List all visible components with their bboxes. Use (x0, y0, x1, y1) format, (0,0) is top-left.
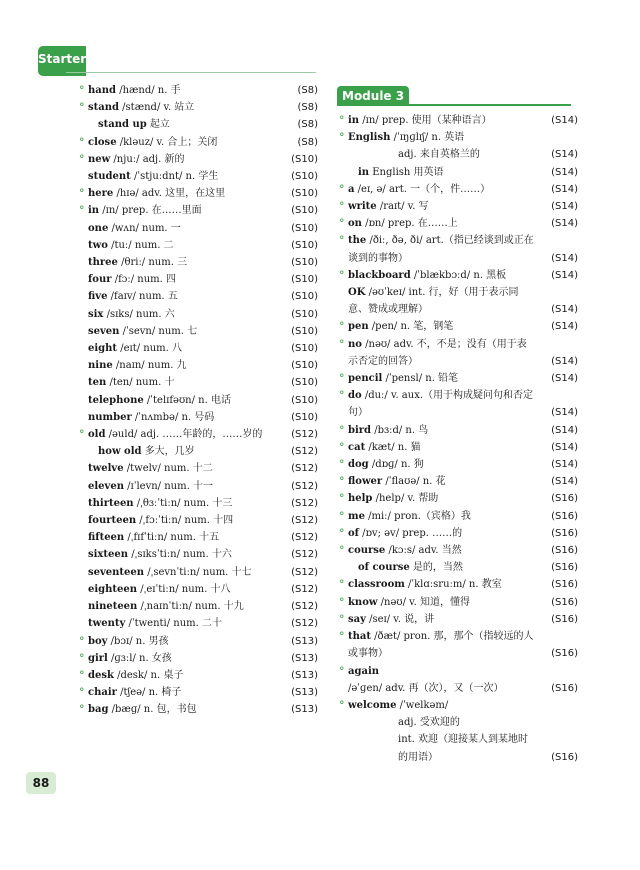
vocab-entry (78, 615, 318, 632)
vocab-entry (338, 456, 578, 473)
vocab-entry (338, 370, 578, 387)
bullet-icon: ° (339, 544, 345, 558)
vocab-entry (338, 663, 578, 697)
vocab-text: on /ɒn/ prep. 在……上 (348, 218, 458, 230)
vocab-entry (78, 151, 318, 168)
vocab-entry (78, 564, 318, 581)
bullet-icon: ° (339, 440, 345, 454)
vocab-text: classroom /ˈklɑːsruːm/ n. 教室 (348, 579, 502, 591)
vocab-entry (78, 426, 318, 443)
vocab-entry (338, 422, 578, 439)
bullet-icon: ° (339, 234, 345, 248)
vocab-entry (338, 714, 578, 731)
bullet-icon: ° (79, 84, 85, 97)
section-ref: (S10) (291, 188, 318, 200)
vocab-text: six /sɪks/ num. 六 (88, 308, 175, 320)
vocab-entry (338, 284, 578, 318)
bullet-icon: ° (339, 217, 345, 231)
bullet-icon: ° (339, 595, 345, 609)
vocab-entry (338, 232, 578, 266)
section-ref: (S10) (291, 274, 318, 286)
vocab-text: twenty /ˈtwenti/ num. 二十 (88, 618, 223, 630)
vocab-entry (78, 323, 318, 340)
section-tab-label: Starter (38, 52, 87, 66)
vocab-text: nineteen /ˌnaɪnˈtiːn/ num. 十九 (88, 601, 244, 613)
section-ref: (S10) (291, 171, 318, 183)
vocab-entry (78, 392, 318, 409)
vocab-text: close /kləuz/ v. 合上；关闭 (88, 136, 218, 148)
vocab-text: bird /bɜːd/ n. 鸟 (348, 424, 429, 436)
vocab-entry (338, 129, 578, 146)
vocab-entry (78, 134, 318, 151)
vocab-entry (78, 202, 318, 219)
section-ref: (S10) (291, 308, 318, 320)
vocab-entry (78, 116, 318, 133)
vocab-entry (78, 633, 318, 650)
section-ref: (S14) (551, 407, 578, 419)
vocab-text: know /nəʊ/ v. 知道，懂得 (348, 596, 470, 608)
vocab-text: bag /bæɡ/ n. 包，书包 (88, 704, 197, 716)
left-vocab-column (78, 82, 318, 719)
section-ref: (S10) (291, 411, 318, 423)
section-ref: (S10) (291, 394, 318, 406)
vocab-entry (338, 611, 578, 628)
vocab-entry (338, 318, 578, 335)
section-ref: (S12) (291, 480, 318, 492)
vocab-entry (78, 443, 318, 460)
section-ref: (S13) (291, 652, 318, 664)
section-ref: (S16) (551, 579, 578, 591)
vocab-text: that /ðæt/ pron. 那，那个（指较远的人或事物） (348, 631, 534, 660)
vocab-text: here /hɪə/ adv. 这里，在这里 (88, 188, 226, 200)
section-ref: (S12) (291, 618, 318, 630)
vocab-text: pen /pen/ n. 笔，钢笔 (348, 321, 454, 333)
bullet-icon: ° (339, 423, 345, 437)
vocab-entry (338, 473, 578, 490)
section-ref: (S12) (291, 601, 318, 613)
vocab-entry (338, 697, 578, 714)
vocab-text: chair /tʃeə/ n. 椅子 (88, 687, 182, 699)
bullet-icon: ° (79, 135, 85, 149)
section-ref: (S10) (291, 325, 318, 337)
vocab-text: stand up 起立 (98, 119, 170, 131)
section-ref: (S14) (551, 355, 578, 367)
bullet-icon: ° (339, 578, 345, 592)
vocab-text: of course 是的，当然 (358, 562, 463, 574)
section-ref: (S10) (291, 222, 318, 234)
section-ref: (S8) (297, 85, 318, 96)
vocab-text: twelve /twelv/ num. 十二 (88, 463, 213, 475)
section-ref: (S12) (291, 515, 318, 527)
vocab-entry (338, 576, 578, 593)
bullet-icon: ° (339, 131, 345, 145)
bullet-icon: ° (339, 458, 345, 472)
section-ref: (S10) (291, 257, 318, 269)
section-ref: (S8) (297, 102, 318, 114)
vocab-entry (338, 508, 578, 525)
vocab-text: boy /bɔɪ/ n. 男孩 (88, 635, 169, 647)
section-ref: (S16) (551, 527, 578, 539)
vocab-entry (78, 288, 318, 305)
bullet-icon: ° (339, 320, 345, 334)
vocab-entry (78, 306, 318, 323)
section-ref: (S16) (551, 545, 578, 557)
section-ref: (S16) (551, 493, 578, 505)
section-ref: (S12) (291, 497, 318, 509)
section-ref: (S13) (291, 635, 318, 647)
bullet-icon: ° (79, 651, 85, 665)
vocab-text: five /faɪv/ num. 五 (88, 291, 178, 303)
section-ref: (S14) (551, 424, 578, 436)
vocab-entry (78, 99, 318, 116)
section-ref: (S10) (291, 343, 318, 355)
section-ref: (S12) (291, 583, 318, 595)
vocab-entry (78, 598, 318, 615)
vocab-entry (78, 168, 318, 185)
vocab-text: four /fɔː/ num. 四 (88, 274, 177, 286)
vocab-text: do /duː/ v. aux.（用于构成疑问句和否定句） (348, 390, 534, 419)
vocab-text: blackboard /ˈblækbɔːd/ n. 黑板 (348, 269, 507, 281)
vocab-entry (78, 374, 318, 391)
section-ref: (S14) (551, 476, 578, 488)
vocab-text: seven /ˈsevn/ num. 七 (88, 325, 198, 337)
vocab-entry (78, 581, 318, 598)
vocab-text: adj. 受欢迎的 (398, 717, 460, 729)
vocab-text: ten /ten/ num. 十 (88, 377, 175, 389)
section-ref: (S14) (551, 459, 578, 471)
section-ref: (S10) (291, 205, 318, 217)
vocab-text: three /θriː/ num. 三 (88, 257, 188, 269)
vocab-entry (78, 460, 318, 477)
section-ref: (S14) (551, 304, 578, 316)
bullet-icon: ° (339, 526, 345, 540)
vocab-entry (338, 198, 578, 215)
bullet-icon: ° (339, 372, 345, 386)
vocab-text: write /raɪt/ v. 写 (348, 201, 429, 213)
section-ref: (S12) (291, 532, 318, 544)
bullet-icon: ° (339, 200, 345, 214)
section-ref: (S14) (551, 201, 578, 213)
section-ref: (S14) (551, 115, 578, 126)
bullet-icon: ° (79, 686, 85, 700)
vocab-entry (78, 478, 318, 495)
vocab-text: English /ˈɪŋɡlɪʃ/ n. 英语 (348, 132, 465, 144)
vocab-entry (338, 731, 578, 765)
section-ref: (S12) (291, 549, 318, 561)
vocab-entry (78, 82, 318, 99)
bullet-icon: ° (339, 475, 345, 489)
vocab-entry (338, 215, 578, 232)
vocab-entry (338, 146, 578, 163)
section-ref: (S16) (551, 682, 578, 694)
vocab-text: int. 欢迎（迎接某人到某地时的用语） (398, 734, 529, 763)
right-vocab-column (338, 112, 578, 766)
vocab-text: stand /stænd/ v. 站立 (88, 102, 195, 114)
bullet-icon: ° (339, 182, 345, 196)
vocab-entry (78, 546, 318, 563)
section-ref: (S8) (297, 136, 318, 148)
bullet-icon: ° (339, 492, 345, 506)
vocab-text: again /əˈɡen/ adv. 再（次），又（一次） (348, 665, 504, 694)
vocab-entry (78, 701, 318, 718)
section-ref: (S14) (551, 183, 578, 195)
vocab-text: hand /hænd/ n. 手 (88, 85, 181, 96)
bullet-icon: ° (79, 204, 85, 218)
section-ref: (S16) (551, 596, 578, 608)
vocab-text: flower /ˈflaʊə/ n. 花 (348, 476, 446, 488)
section-ref: (S16) (551, 751, 578, 763)
section-ref: (S14) (551, 321, 578, 333)
vocab-entry (78, 529, 318, 546)
vocab-entry (338, 112, 578, 129)
section-ref: (S14) (551, 166, 578, 178)
vocab-entry (338, 594, 578, 611)
bullet-icon: ° (339, 268, 345, 282)
vocab-entry (338, 181, 578, 198)
vocab-text: in /ɪn/ prep. 使用（某种语言） (348, 115, 492, 126)
bullet-icon: ° (79, 703, 85, 717)
vocab-entry (78, 512, 318, 529)
section-ref: (S10) (291, 377, 318, 389)
vocab-text: the /ðiː, ðə, ði/ art.（指已经谈到或正在谈到的事物） (348, 235, 534, 264)
vocab-entry (78, 220, 318, 237)
vocab-text: of /ɒv; əv/ prep. ……的 (348, 527, 463, 539)
vocab-text: course /kɔːs/ adv. 当然 (348, 545, 462, 557)
section-ref: (S12) (291, 566, 318, 578)
vocab-text: fifteen /ˌfɪfˈtiːn/ num. 十五 (88, 532, 220, 544)
vocab-text: new /njuː/ adj. 新的 (88, 153, 185, 165)
vocab-text: cat /kæt/ n. 猫 (348, 441, 421, 453)
vocab-entry (338, 267, 578, 284)
vocab-entry (78, 357, 318, 374)
bullet-icon: ° (79, 428, 85, 442)
vocab-text: eleven /ɪˈlevn/ num. 十一 (88, 480, 213, 492)
section-ref: (S16) (551, 648, 578, 660)
vocab-entry (338, 542, 578, 559)
vocab-text: a /eɪ, ə/ art. 一（个，件……） (348, 183, 491, 195)
vocab-text: two /tuː/ num. 二 (88, 239, 174, 251)
bullet-icon: ° (339, 389, 345, 403)
vocab-text: fourteen /ˌfɔːˈtiːn/ num. 十四 (88, 515, 234, 527)
vocab-text: OK /əʊˈkeɪ/ int. 行，好（用于表示同意、赞成或理解） (348, 287, 519, 316)
vocab-text: welcome /ˈwelkəm/ (348, 699, 449, 711)
vocab-text: no /nəʊ/ adv. 不，不是；没有（用于表示否定的回答） (348, 338, 527, 367)
section-ref: (S10) (291, 360, 318, 372)
vocab-text: thirteen /ˌθɜːˈtiːn/ num. 十三 (88, 497, 233, 509)
vocab-text: sixteen /ˌsɪksˈtiːn/ num. 十六 (88, 549, 232, 561)
vocab-entry (78, 237, 318, 254)
bullet-icon: ° (79, 101, 85, 115)
section-ref: (S10) (291, 239, 318, 251)
vocab-text: adj. 来自英格兰的 (398, 149, 480, 161)
section-ref: (S14) (551, 252, 578, 264)
bullet-icon: ° (339, 114, 345, 127)
vocab-text: say /seɪ/ v. 说，讲 (348, 613, 435, 625)
vocab-entry (338, 387, 578, 421)
section-ref: (S12) (291, 429, 318, 441)
bullet-icon: ° (339, 630, 345, 644)
section-ref: (S13) (291, 687, 318, 699)
page-number: 88 (26, 772, 56, 794)
section-ref: (S16) (551, 613, 578, 625)
section-ref: (S10) (291, 291, 318, 303)
vocab-entry (338, 439, 578, 456)
vocab-text: in /ɪn/ prep. 在……里面 (88, 205, 202, 217)
vocab-text: number /ˈnʌmbə/ n. 号码 (88, 411, 215, 423)
vocab-text: old /əuld/ adj. ……年龄的，……岁的 (88, 429, 263, 441)
vocab-text: telephone /ˈtelɪfəʊn/ n. 电话 (88, 394, 231, 406)
bullet-icon: ° (79, 187, 85, 201)
vocab-text: eighteen /ˌeɪˈtiːn/ num. 十八 (88, 583, 231, 595)
vocab-entry (338, 525, 578, 542)
section-ref: (S14) (551, 373, 578, 385)
vocab-text: student /ˈstjuːdnt/ n. 学生 (88, 171, 219, 183)
bullet-icon: ° (339, 664, 345, 678)
vocab-entry (78, 650, 318, 667)
section-ref: (S14) (551, 269, 578, 281)
vocab-entry (338, 628, 578, 662)
bullet-icon: ° (79, 152, 85, 166)
section-ref: (S14) (551, 149, 578, 161)
vocab-text: seventeen /ˌsevnˈtiːn/ num. 十七 (88, 566, 252, 578)
vocab-entry (338, 559, 578, 576)
bullet-icon: ° (339, 509, 345, 523)
vocab-entry (338, 490, 578, 507)
vocab-text: girl /ɡɜːl/ n. 女孩 (88, 652, 172, 664)
bullet-icon: ° (339, 698, 345, 712)
vocab-entry (78, 185, 318, 202)
section-ref: (S14) (551, 218, 578, 230)
vocab-text: eight /eɪt/ num. 八 (88, 343, 182, 355)
module-rule (337, 104, 571, 106)
section-ref: (S12) (291, 446, 318, 458)
vocab-text: in English 用英语 (358, 166, 444, 178)
vocab-text: desk /desk/ n. 桌子 (88, 669, 184, 681)
section-ref: (S8) (297, 119, 318, 131)
vocab-entry (338, 164, 578, 181)
module-heading: Module 3 (337, 86, 409, 106)
bullet-icon: ° (79, 668, 85, 682)
vocab-text: how old 多大，几岁 (98, 446, 195, 458)
section-ref: (S13) (291, 704, 318, 716)
section-ref: (S14) (551, 441, 578, 453)
vocab-entry (338, 336, 578, 370)
vocab-entry (78, 684, 318, 701)
section-ref: (S16) (551, 510, 578, 522)
vocab-entry (78, 409, 318, 426)
vocab-text: dog /dɒɡ/ n. 狗 (348, 459, 424, 471)
vocab-text: pencil /ˈpensl/ n. 铅笔 (348, 373, 459, 385)
vocab-entry (78, 495, 318, 512)
bullet-icon: ° (79, 634, 85, 648)
bullet-icon: ° (339, 612, 345, 626)
section-ref: (S12) (291, 463, 318, 475)
left-column-rule (66, 72, 316, 73)
vocab-entry (78, 254, 318, 271)
section-ref: (S13) (291, 669, 318, 681)
vocab-text: help /help/ v. 帮助 (348, 493, 439, 505)
vocab-text: nine /naɪn/ num. 九 (88, 360, 187, 372)
section-ref: (S10) (291, 153, 318, 165)
vocab-entry (78, 340, 318, 357)
bullet-icon: ° (339, 337, 345, 351)
section-ref: (S16) (551, 562, 578, 574)
vocab-entry (78, 271, 318, 288)
vocab-text: me /miː/ pron.（宾格）我 (348, 510, 471, 522)
vocab-text: one /wʌn/ num. 一 (88, 222, 181, 234)
vocab-entry (78, 667, 318, 684)
